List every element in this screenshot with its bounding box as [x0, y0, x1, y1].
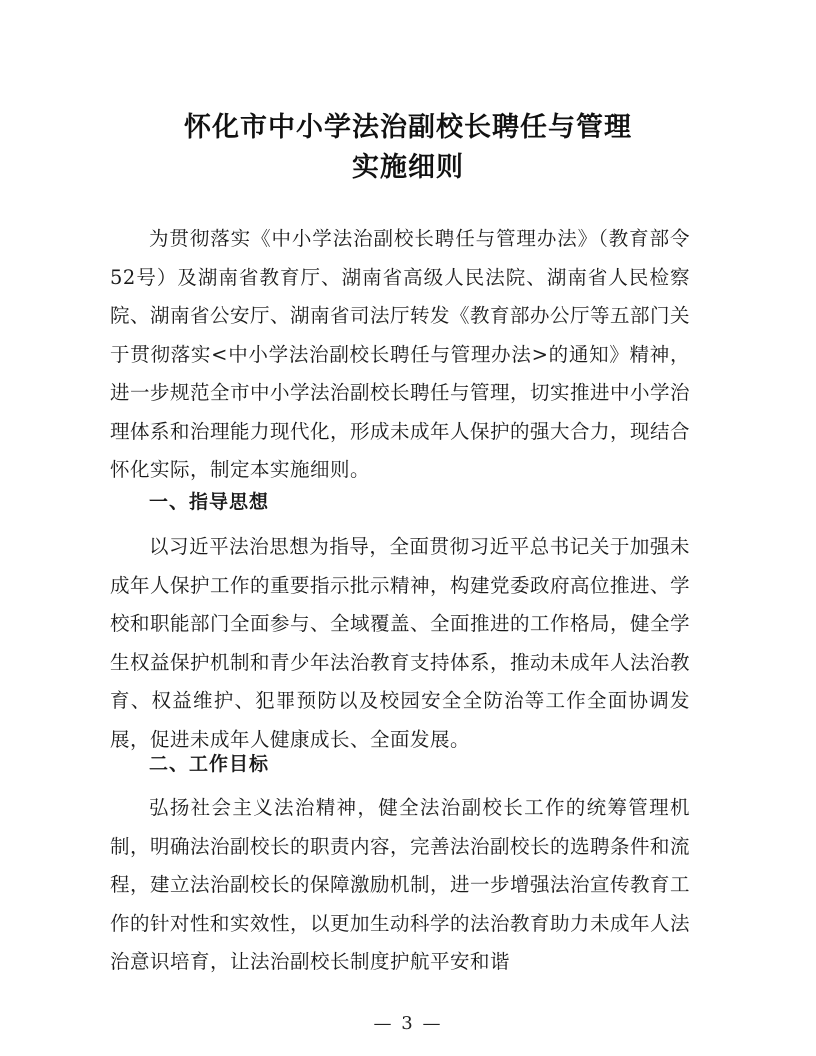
section-body-guiding-ideology: 以习近平法治思想为指导，全面贯彻习近平总书记关于加强未成年人保护工作的重要指示批示精神，构建党委政府高位推进、学校和职能部门全面参与、全域覆盖、全面推进的工作格局，健全学生权益保护机制和青少年法治教育支持体系，推动未成年人法治教育、权益维护、犯罪预防以及校园安全全防治等工作全面协调发展，促进未成年人健康成长、全面发展。 — [110, 535, 691, 751]
section-heading-guiding-ideology: 一、指导思想 — [149, 491, 270, 513]
page-number: — 3 — — [373, 1013, 443, 1034]
document-title-line-2: 实施细则 — [352, 152, 464, 183]
document-title-line-1: 怀化市中小学法治副校长聘任与管理 — [184, 112, 632, 143]
intro-paragraph: 为贯彻落实《中小学法治副校长聘任与管理办法》（教育部令52号）及湖南省教育厅、湖南省高级人民法院、湖南省人民检察院、湖南省公安厅、湖南省司法厅转发《教育部办公厅等五部门关于贯彻落实<中小学法治副校长聘任与管理办法>的通知》精神，进一步规范全市中小学法治副校长聘任与管理，切实推进中小学治理体系和治理能力现代化，形成未成年人保护的强大合力，现结合怀化实际，制定本实施细则。 — [110, 227, 691, 481]
section-body-work-goals: 弘扬社会主义法治精神，健全法治副校长工作的统筹管理机制，明确法治副校长的职责内容，完善法治副校长的选聘条件和流程，建立法治副校长的保障激励机制，进一步增强法治宣传教育工作的针对性和实效性，以更加生动科学的法治教育助力未成年人法治意识培育，让法治副校长制度护航平安和谐 — [110, 796, 691, 973]
section-heading-work-goals: 二、工作目标 — [149, 753, 270, 775]
